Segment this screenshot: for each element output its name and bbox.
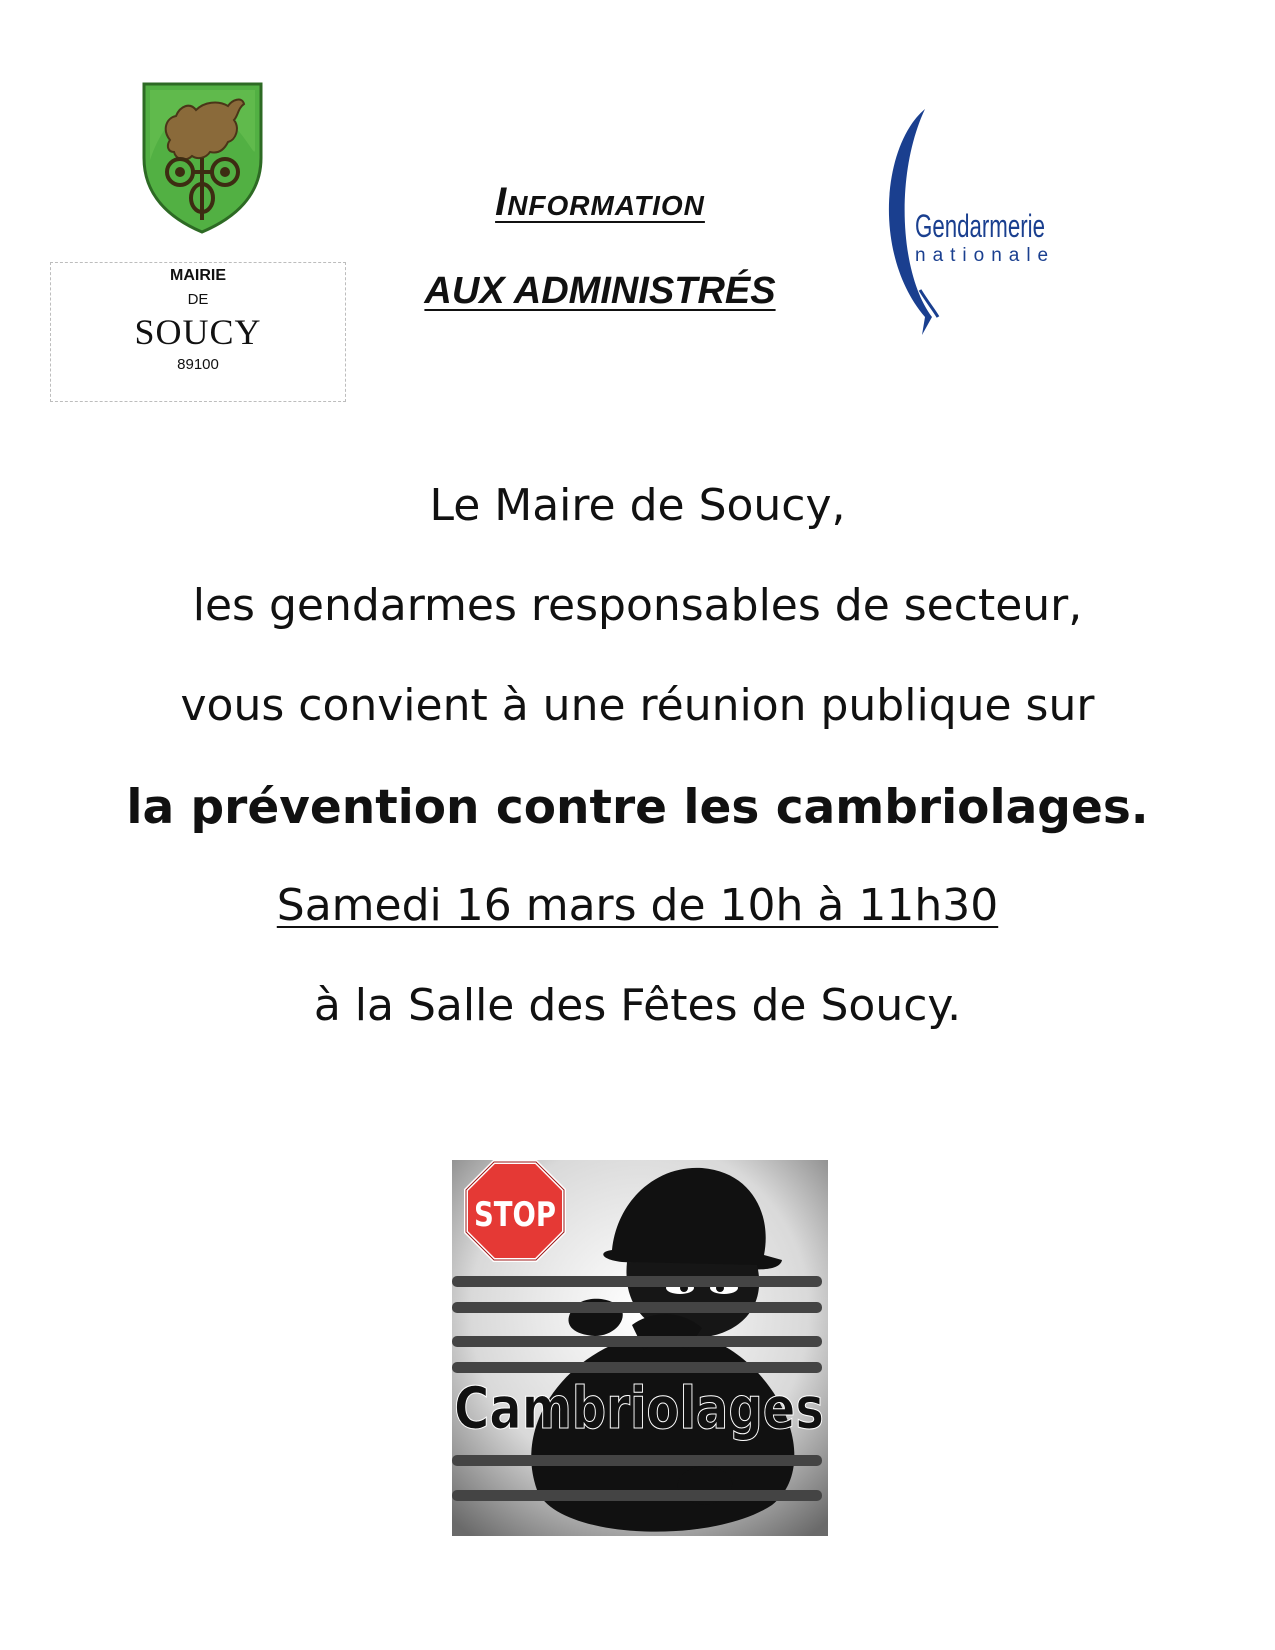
gendarmerie-nationale-logo <box>880 105 1100 335</box>
body-line-gendarmes: les gendarmes responsables de secteur, <box>192 580 1083 631</box>
page-title-line2: AUX ADMINISTRÉS <box>424 270 776 312</box>
mairie-stamp-box <box>50 262 346 402</box>
mairie-postal-code: 89100 <box>177 356 219 373</box>
mairie-label: MAIRIE <box>170 267 226 284</box>
body-line-date: Samedi 16 mars de 10h à 11h30 <box>276 880 999 931</box>
mairie-de-label: DE <box>187 291 209 308</box>
stop-sign-text: STOP <box>474 1195 556 1235</box>
body-line-invitation: vous convient à une réunion publique sur <box>180 680 1095 731</box>
page-title-line1: Information <box>495 180 705 224</box>
stop-burglary-illustration <box>452 1160 828 1536</box>
mairie-town-name: SOUCY <box>134 312 262 352</box>
soucy-coat-of-arms-logo <box>140 80 265 235</box>
gendarmerie-logo-title: Gendarmerie <box>915 208 1045 244</box>
gendarmerie-logo-subtitle: nationale <box>915 245 1056 266</box>
body-line-maire: Le Maire de Soucy, <box>429 480 846 531</box>
illustration-caption: Cambriolages <box>454 1374 824 1442</box>
body-line-location: à la Salle des Fêtes de Soucy. <box>313 980 962 1031</box>
body-line-topic: la prévention contre les cambriolages. <box>126 780 1149 835</box>
stop-sign-icon <box>466 1162 564 1260</box>
